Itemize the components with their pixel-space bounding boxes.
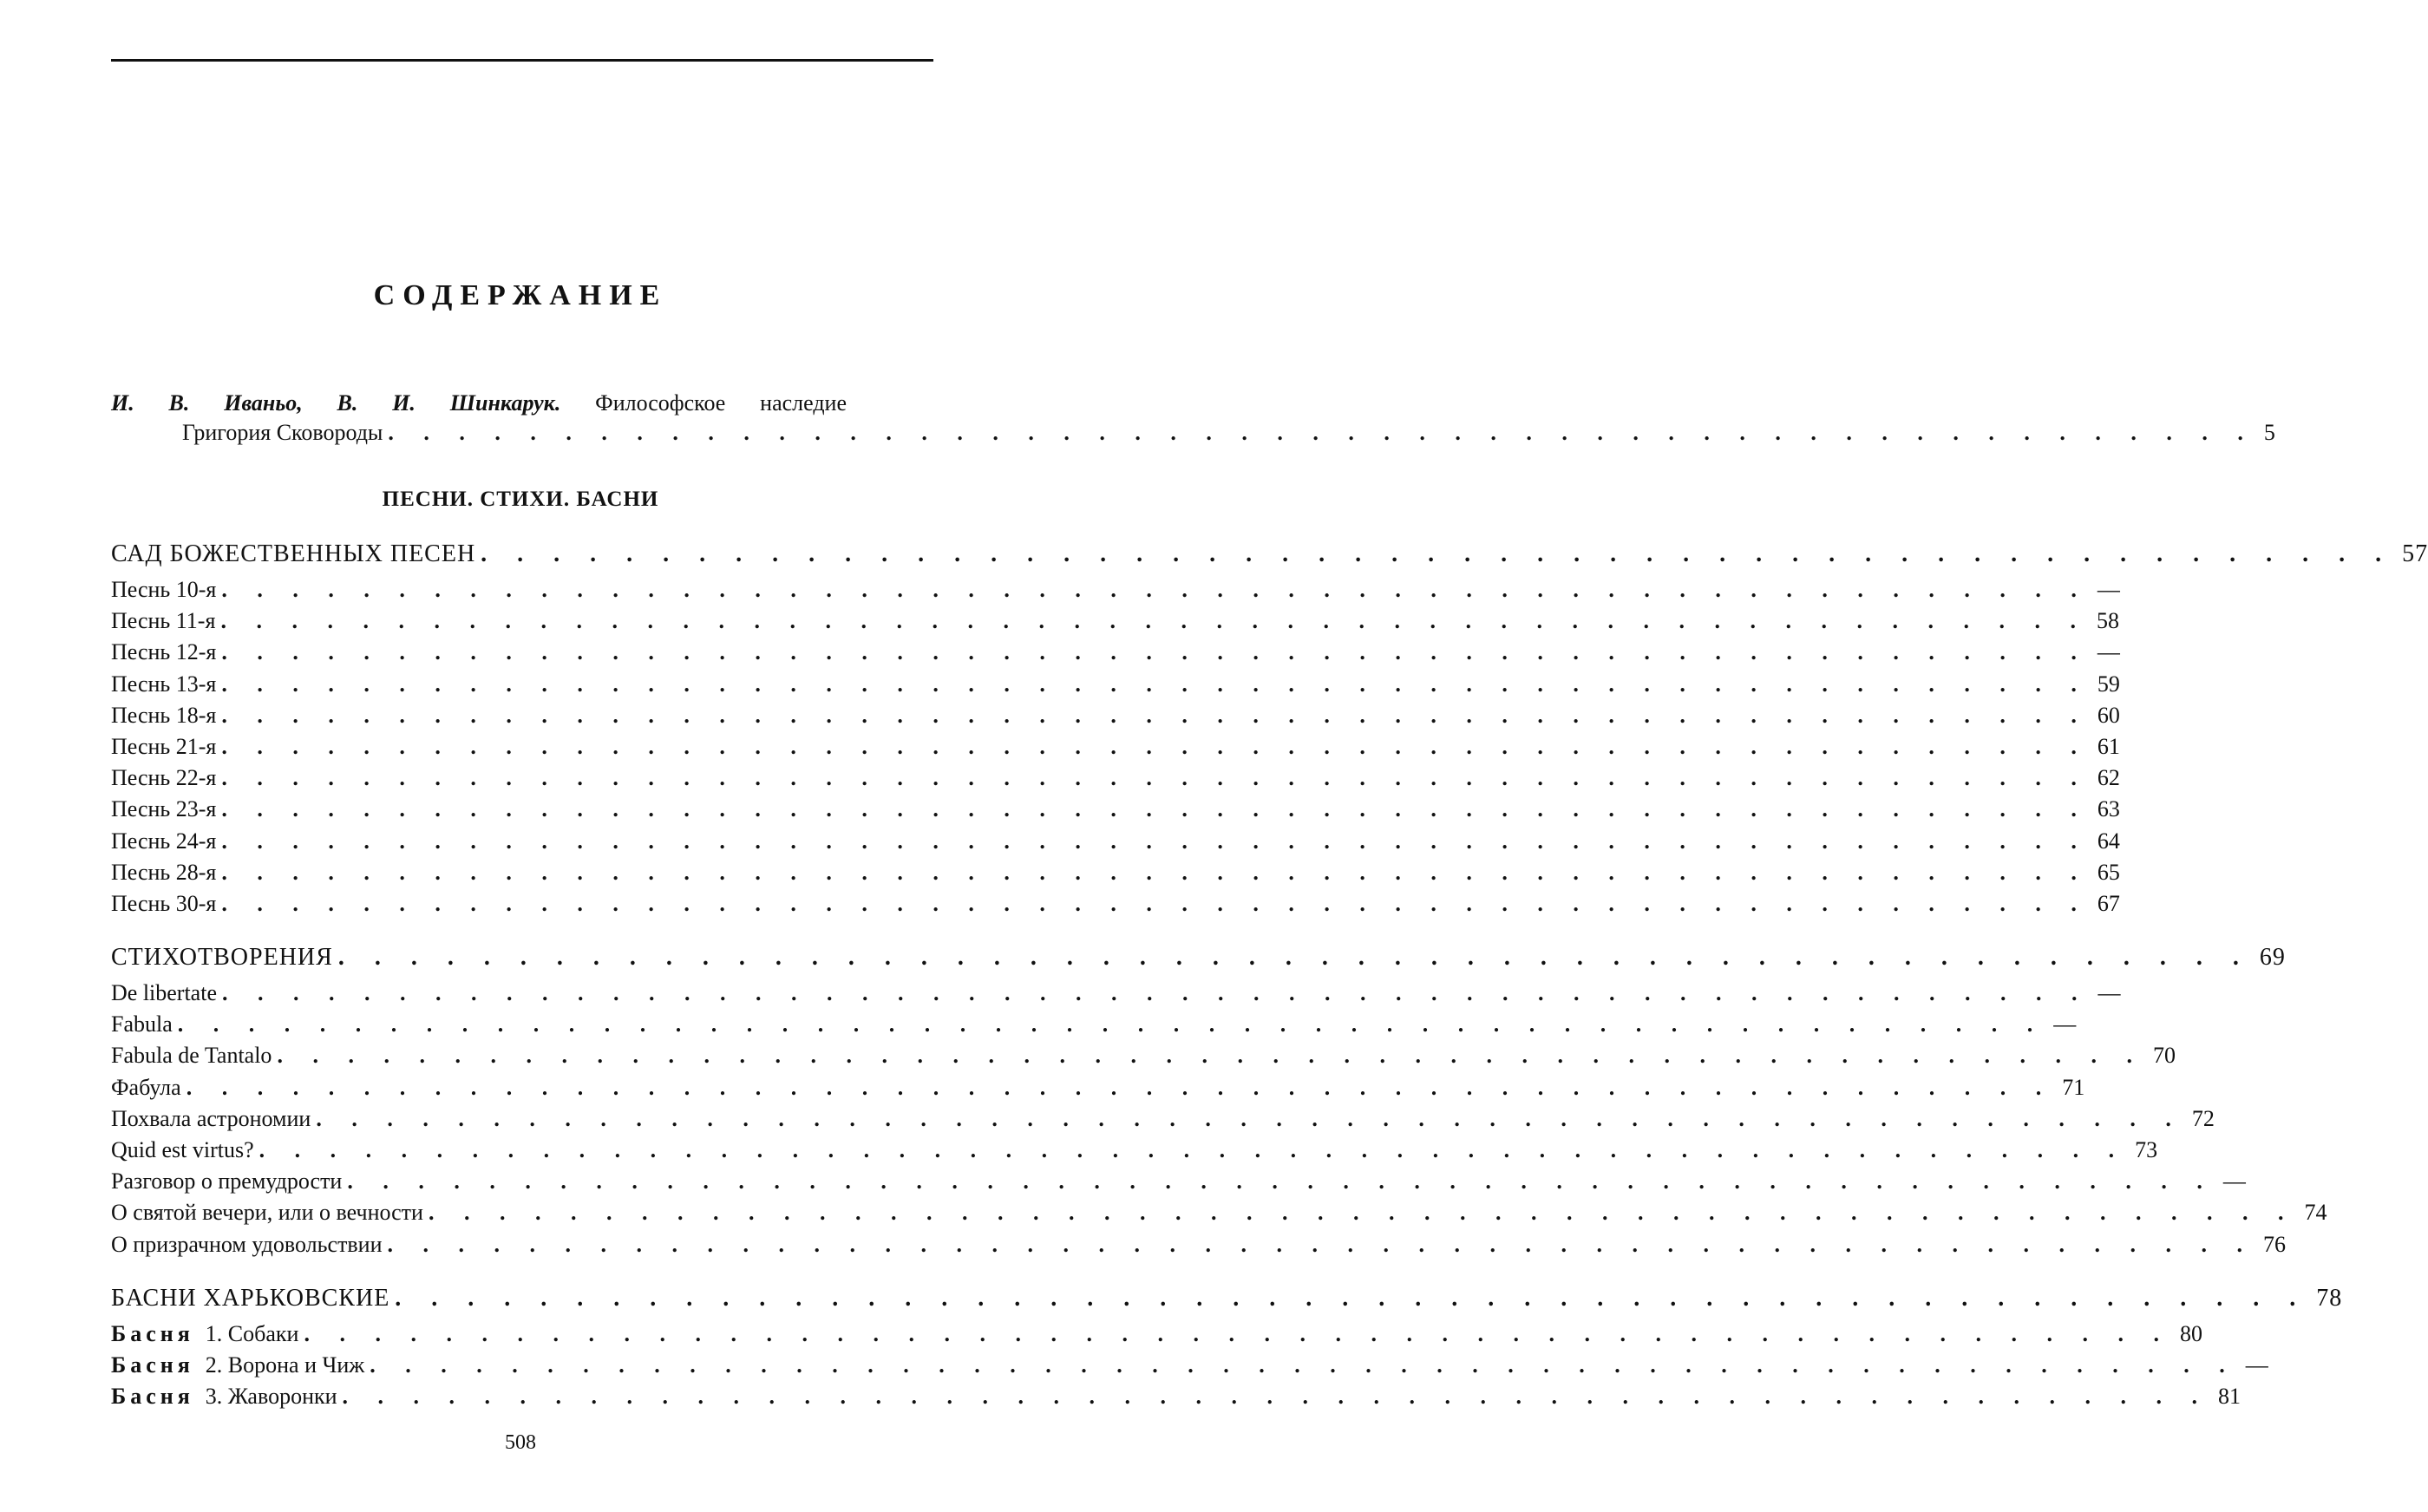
entry-label: De libertate: [111, 980, 217, 1006]
entry-prefix: Басня: [111, 1352, 194, 1378]
dot-leader: . . . . . . . . . . . . . . . . . . . . . . . . . . . . . . . . . . . . . . . . . . . . . . . . . . . . .: [259, 1137, 2127, 1162]
entry-label: Fabula de Tantalo: [111, 1043, 272, 1069]
entry-label: Песнь 13-я: [111, 671, 217, 697]
dot-leader: . . . . . . . . . . . . . . . . . . . . . . . . . . . . . . . . . . . . . . . . . . . . . . . . . . . . .: [221, 639, 2089, 665]
dot-leader: . . . . . . . . . . . . . . . . . . . . . . . . . . . . . . . . . . . . . . . . . . . . . . . . . . . . .: [277, 1043, 2144, 1069]
entry-label: [111, 1319, 298, 1350]
toc-entry: [111, 826, 2120, 857]
toc-entry: [111, 1009, 2077, 1040]
entry-label: Fabula: [111, 1011, 173, 1037]
top-rule: [111, 59, 933, 62]
dot-leader: . . . . . . . . . . . . . . . . . . . . . . . . . . . . . . . . . . . . . . . . . . . . . . . . . . . . .: [347, 1168, 2215, 1195]
group-title: БАСНИ ХАРЬКОВСКИЕ: [111, 1284, 390, 1312]
dot-leader: . . . . . . . . . . . . . . . . . . . . . . . . . . . . . . . . . . . . . . . . . . . . . . . . . . . . .: [370, 1352, 2237, 1378]
group-page-number: 69: [2259, 944, 2286, 972]
toc-entry: [111, 1103, 2215, 1135]
dot-leader: . . . . . . . . . . . . . . . . . . . . . . . . . . . . . . . . . . . . . . . . . . . . . . . . . . . . .: [221, 733, 2089, 759]
entry-label: Quid est virtus?: [111, 1137, 254, 1162]
entry-label: Песнь 28-я: [111, 859, 217, 885]
entry-page-number: 63: [2097, 796, 2120, 822]
toc-entry: [111, 1072, 2085, 1103]
toc-entry: [111, 888, 2120, 920]
toc-entry: [111, 1197, 2327, 1228]
entry-page-number: 71: [2062, 1074, 2085, 1100]
page-title: СОДЕРЖАНИЕ: [373, 279, 668, 311]
toc-entry: [111, 1319, 2202, 1350]
toc-entry: [111, 731, 2120, 763]
entry-page-number: 76: [2263, 1231, 2287, 1257]
toc-entry: [111, 978, 2121, 1009]
dot-leader: . . . . . . . . . . . . . . . . . . . . . . . . . . . . . . . . . . . . . . . . . . . . . . . . . . . . .: [177, 1011, 2045, 1037]
group-page-number: 78: [2316, 1284, 2343, 1312]
dot-leader: . . . . . . . . . . . . . . . . . . . . . . . . . . . . . . . . . . . . . . . . . . . . . . . . . . . . .: [221, 796, 2089, 822]
entry-page-number: 65: [2097, 859, 2120, 885]
entry-page-number: —: [2097, 639, 2120, 665]
entry-page-number: 60: [2097, 702, 2120, 728]
entry-label: Песнь 22-я: [111, 765, 217, 791]
entry-page-number: 81: [2218, 1384, 2241, 1410]
group-title-row: [111, 938, 2286, 978]
intro-entry: [111, 389, 2275, 448]
dot-leader: . . . . . . . . . . . . . . . . . . . . . . . . . . . . . . . . . . . . . . . . . . . . . . . . . . . . .: [186, 1074, 2054, 1100]
entry-page-number: 70: [2152, 1043, 2176, 1069]
entry-page-number: 64: [2097, 828, 2120, 854]
dot-leader: . . . . . . . . . . . . . . . . . . . . . . . . . . . . . . . . . . . . . . . . . . . . . . . . . . . . .: [221, 577, 2089, 602]
toc-entry: [111, 1040, 2176, 1071]
entry-label: Песнь 30-я: [111, 890, 217, 916]
entry-prefix: Басня: [111, 1384, 194, 1410]
group-title: САД БОЖЕСТВЕННЫХ ПЕСЕН: [111, 540, 476, 567]
dot-leader: . . . . . . . . . . . . . . . . . . . . . . . . . . . . . . . . . . . . . . . . . . . . . . . . . . . . .: [220, 608, 2088, 634]
entry-label: Песнь 11-я: [111, 608, 216, 634]
entry-prefix: Басня: [111, 1320, 194, 1346]
dot-leader: . . . . . . . . . . . . . . . . . . . . . . . . . . . . . . . . . . . . . . . . . . . . . . . . . . . . .: [221, 859, 2089, 885]
intro-authors: И. В. Иваньо, В. И. Шинкарук.: [111, 390, 561, 416]
entry-label: Песнь 10-я: [111, 577, 217, 602]
toc-group: [111, 938, 2327, 1260]
dot-leader: . . . . . . . . . . . . . . . . . . . . . . . . . . . . . . . . . . . . . . . . . . . . . . . . . . . . .: [428, 1200, 2296, 1226]
group-page-number: 57: [2402, 540, 2428, 567]
table-of-contents: [111, 534, 2428, 1430]
entry-page-number: 74: [2304, 1200, 2327, 1226]
entry-label-text: 3. Жаворонки: [205, 1384, 337, 1410]
dot-leader: . . . . . . . . . . . . . . . . . . . . . . . . . . . . . . . . . . . . . . . . . . . . . . . . . . . . .: [316, 1105, 2183, 1131]
dot-leader: . . . . . . . . . . . . . . . . . . . . . . . . . . . . . . . . . . . . . . . . . . . . . . . . . . . . .: [221, 671, 2089, 697]
toc-entry: [111, 574, 2120, 605]
toc-entry: [111, 1350, 2268, 1381]
entry-page-number: —: [2222, 1168, 2246, 1195]
group-title: СТИХОТВОРЕНИЯ: [111, 944, 333, 972]
toc-entry: [111, 605, 2119, 637]
entry-page-number: —: [2053, 1011, 2077, 1037]
entry-page-number: —: [2097, 577, 2120, 602]
toc-entry: [111, 669, 2120, 700]
dot-leader: . . . . . . . . . . . . . . . . . . . . . . . . . . . . . . . . . . . . . . . . . . . . . . . . . . . . .: [395, 1284, 2308, 1312]
intro-line-2: [111, 418, 2275, 448]
intro-title-part-2: Григория Сковороды: [182, 420, 383, 445]
group-title-row: [111, 1279, 2343, 1319]
dot-leader: . . . . . . . . . . . . . . . . . . . . . . . . . . . . . . . . . . . . . . . . . . . . . . . . . . . . .: [222, 980, 2090, 1006]
entry-page-number: —: [2245, 1352, 2268, 1378]
toc-entry: [111, 1381, 2241, 1412]
entry-label: Похвала астрономии: [111, 1105, 311, 1131]
toc-entry: [111, 637, 2120, 668]
toc-group: [111, 1279, 2343, 1413]
page-number-footer: 508: [505, 1431, 536, 1454]
entry-label: Песнь 23-я: [111, 796, 217, 822]
entry-page-number: —: [2098, 980, 2121, 1006]
entry-page-number: 67: [2097, 890, 2120, 916]
entry-page-number: 73: [2135, 1137, 2158, 1162]
toc-entry: [111, 1135, 2158, 1166]
entry-label: [111, 1381, 337, 1412]
dot-leader: . . . . . . . . . . . . . . . . . . . . . . . . . . . . . . . . . . . . . . . . . . . . . . . . . . . . .: [388, 420, 2255, 445]
entry-label: Песнь 18-я: [111, 702, 217, 728]
intro-title-part-1: Философское наследие: [595, 390, 848, 416]
toc-entry: [111, 794, 2120, 825]
entry-page-number: 59: [2097, 671, 2120, 697]
entry-page-number: 72: [2191, 1105, 2215, 1131]
dot-leader: . . . . . . . . . . . . . . . . . . . . . . . . . . . . . . . . . . . . . . . . . . . . . . . . . . . . .: [304, 1320, 2171, 1346]
toc-entry: [111, 1229, 2287, 1260]
entry-label: О святой вечери, или о вечности: [111, 1200, 423, 1226]
entry-label: О призрачном удовольствии: [111, 1231, 383, 1257]
dot-leader: . . . . . . . . . . . . . . . . . . . . . . . . . . . . . . . . . . . . . . . . . . . . . . . . . . . . .: [221, 702, 2089, 728]
toc-entry: [111, 857, 2120, 888]
toc-group: [111, 534, 2428, 920]
dot-leader: . . . . . . . . . . . . . . . . . . . . . . . . . . . . . . . . . . . . . . . . . . . . . . . . . . . . .: [221, 765, 2089, 791]
entry-label: [111, 1350, 364, 1381]
dot-leader: . . . . . . . . . . . . . . . . . . . . . . . . . . . . . . . . . . . . . . . . . . . . . . . . . . . . .: [337, 944, 2251, 972]
entry-label: Песнь 12-я: [111, 639, 217, 665]
entry-label: Песнь 21-я: [111, 733, 217, 759]
entry-label: Фабула: [111, 1074, 181, 1100]
dot-leader: . . . . . . . . . . . . . . . . . . . . . . . . . . . . . . . . . . . . . . . . . . . . . . . . . . . . .: [387, 1231, 2255, 1257]
intro-page-number: 5: [2263, 420, 2275, 445]
intro-line-1: [111, 389, 933, 418]
toc-entry: [111, 700, 2120, 731]
entry-page-number: 62: [2097, 765, 2120, 791]
entry-label-text: 1. Собаки: [205, 1320, 299, 1346]
dot-leader: . . . . . . . . . . . . . . . . . . . . . . . . . . . . . . . . . . . . . . . . . . . . . . . . . . . . .: [481, 540, 2394, 567]
entry-page-number: 80: [2179, 1320, 2202, 1346]
toc-entry: [111, 763, 2120, 794]
group-title-row: [111, 534, 2428, 574]
section-heading: ПЕСНИ. СТИХИ. БАСНИ: [382, 488, 659, 511]
dot-leader: . . . . . . . . . . . . . . . . . . . . . . . . . . . . . . . . . . . . . . . . . . . . . . . . . . . . .: [221, 828, 2089, 854]
dot-leader: . . . . . . . . . . . . . . . . . . . . . . . . . . . . . . . . . . . . . . . . . . . . . . . . . . . . .: [342, 1384, 2210, 1410]
dot-leader: . . . . . . . . . . . . . . . . . . . . . . . . . . . . . . . . . . . . . . . . . . . . . . . . . . . . .: [221, 890, 2089, 916]
entry-page-number: 61: [2097, 733, 2120, 759]
entry-label-text: 2. Ворона и Чиж: [205, 1352, 365, 1378]
entry-label: Разговор о премудрости: [111, 1168, 343, 1195]
entry-label: Песнь 24-я: [111, 828, 217, 854]
toc-entry: [111, 1166, 2246, 1197]
entry-page-number: 58: [2096, 608, 2119, 634]
